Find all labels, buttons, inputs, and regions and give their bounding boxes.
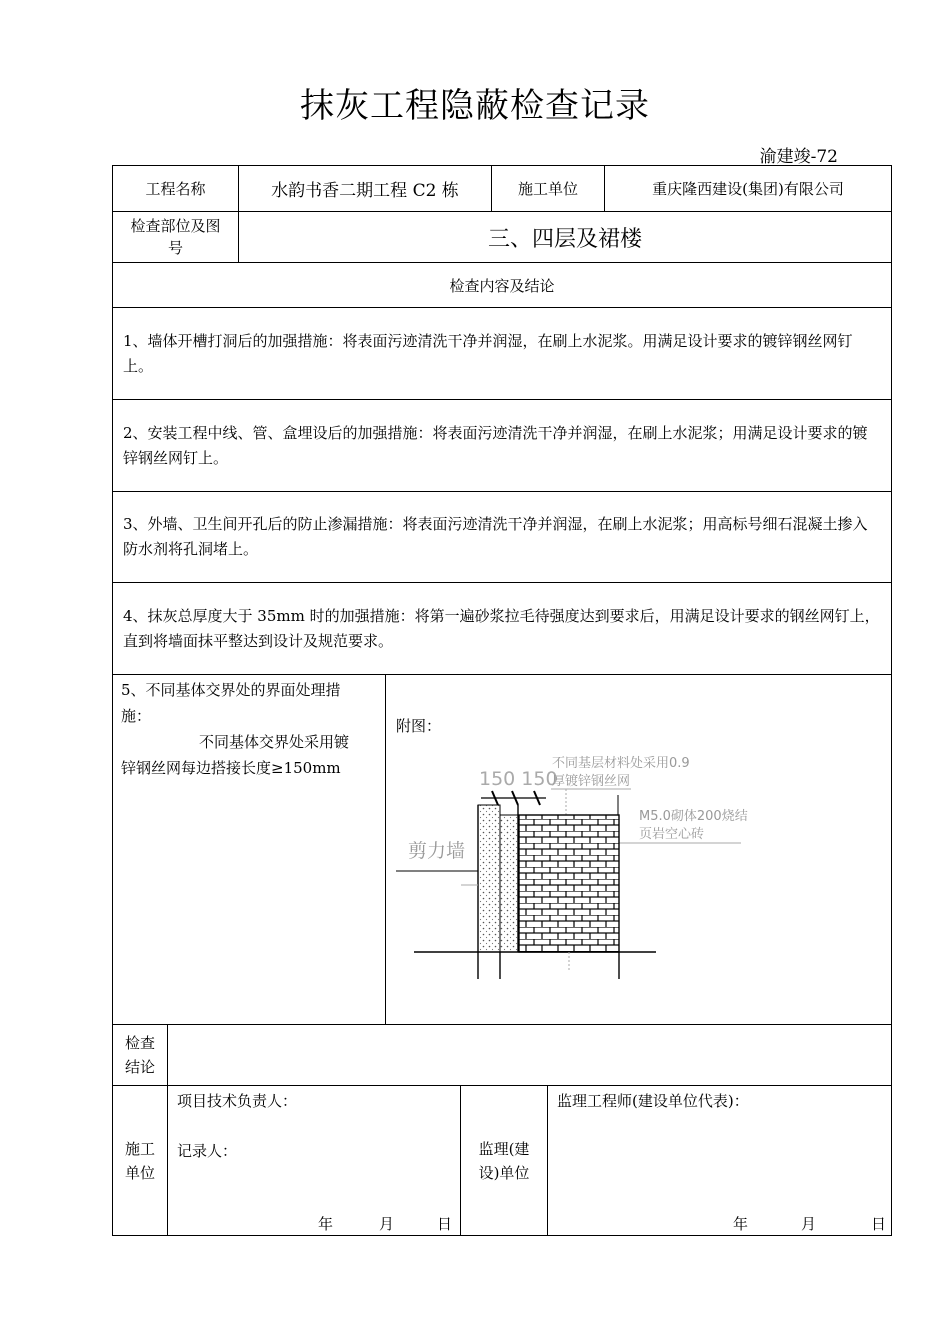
conclusion-value xyxy=(167,1024,892,1086)
builder-value: 重庆隆西建设(集团)有限公司 xyxy=(604,165,892,212)
tech-lead-label: 项目技术负责人： xyxy=(177,1092,298,1110)
conclusion-label: 检查 结论 xyxy=(112,1024,168,1086)
date-year: 年 xyxy=(318,1215,334,1233)
supervisor-date-month: 月 xyxy=(801,1215,817,1233)
mesh-note-line1: 不同基层材料处采用0.9 xyxy=(552,756,690,771)
supervisor-date-day: 日 xyxy=(871,1215,887,1233)
brick-note-line1: M5.0砌体200烧结 xyxy=(639,809,748,824)
location-label: 检查部位及图 号 xyxy=(112,211,239,263)
supervisor-label: 监理工程师(建设单位代表)： xyxy=(557,1092,749,1110)
detail-drawing xyxy=(386,675,891,1024)
mesh-note-line2: 厚镀锌钢丝网 xyxy=(552,774,631,789)
item-5: 5、不同基体交界处的界面处理措 施： 不同基体交界处采用镀 锌钢丝网每边搭接长度≥150mm xyxy=(112,674,386,1025)
item-3: 3、外墙、卫生间开孔后的防止渗漏措施：将表面污迹清洗干净并润湿，在刷上水泥浆；用高标号细石混凝土掺入防水剂将孔洞堵上。 xyxy=(112,491,892,583)
project-name-value: 水韵书香二期工程 C2 栋 xyxy=(238,165,492,212)
brick-note-line2: 页岩空心砖 xyxy=(639,827,705,842)
builder-label: 施工单位 xyxy=(491,165,605,212)
item-1: 1、墙体开槽打洞后的加强措施：将表面污迹清洗干净并润湿，在刷上水泥浆。用满足设计要求的镀锌钢丝网钉上。 xyxy=(112,307,892,400)
item-4: 4、抹灰总厚度大于 35mm 时的加强措施：将第一遍砂浆拉毛待强度达到要求后，用满足设计要求的钢丝网钉上，直到将墙面抹平整达到设计及规范要求。 xyxy=(112,582,892,675)
supervisor-unit-label: 监理(建 设)单位 xyxy=(460,1085,548,1236)
content-header: 检查内容及结论 xyxy=(112,262,892,308)
supervisor-signature-cell xyxy=(547,1085,892,1236)
shear-wall-label: 剪力墙 xyxy=(408,840,466,862)
document-code: 渝建竣-72 xyxy=(759,147,838,167)
figure-label: 附图： xyxy=(396,717,442,735)
page-title: 抹灰工程隐蔽检查记录 xyxy=(300,86,650,126)
builder-signature-cell xyxy=(167,1085,461,1236)
recorder-label: 记录人： xyxy=(177,1142,238,1160)
dimension-text: 150 150 xyxy=(479,768,558,790)
item-2: 2、安装工程中线、管、盒埋设后的加强措施：将表面污迹清洗干净并润湿，在刷上水泥浆；用满足设计要求的镀锌钢丝网钉上。 xyxy=(112,399,892,492)
supervisor-date-year: 年 xyxy=(733,1215,749,1233)
figure-cell xyxy=(385,674,892,1025)
location-value: 三、四层及裙楼 xyxy=(238,211,892,263)
date-day: 日 xyxy=(437,1215,453,1233)
builder-unit-label: 施工 单位 xyxy=(112,1085,168,1236)
date-month: 月 xyxy=(379,1215,395,1233)
project-name-label: 工程名称 xyxy=(112,165,239,212)
